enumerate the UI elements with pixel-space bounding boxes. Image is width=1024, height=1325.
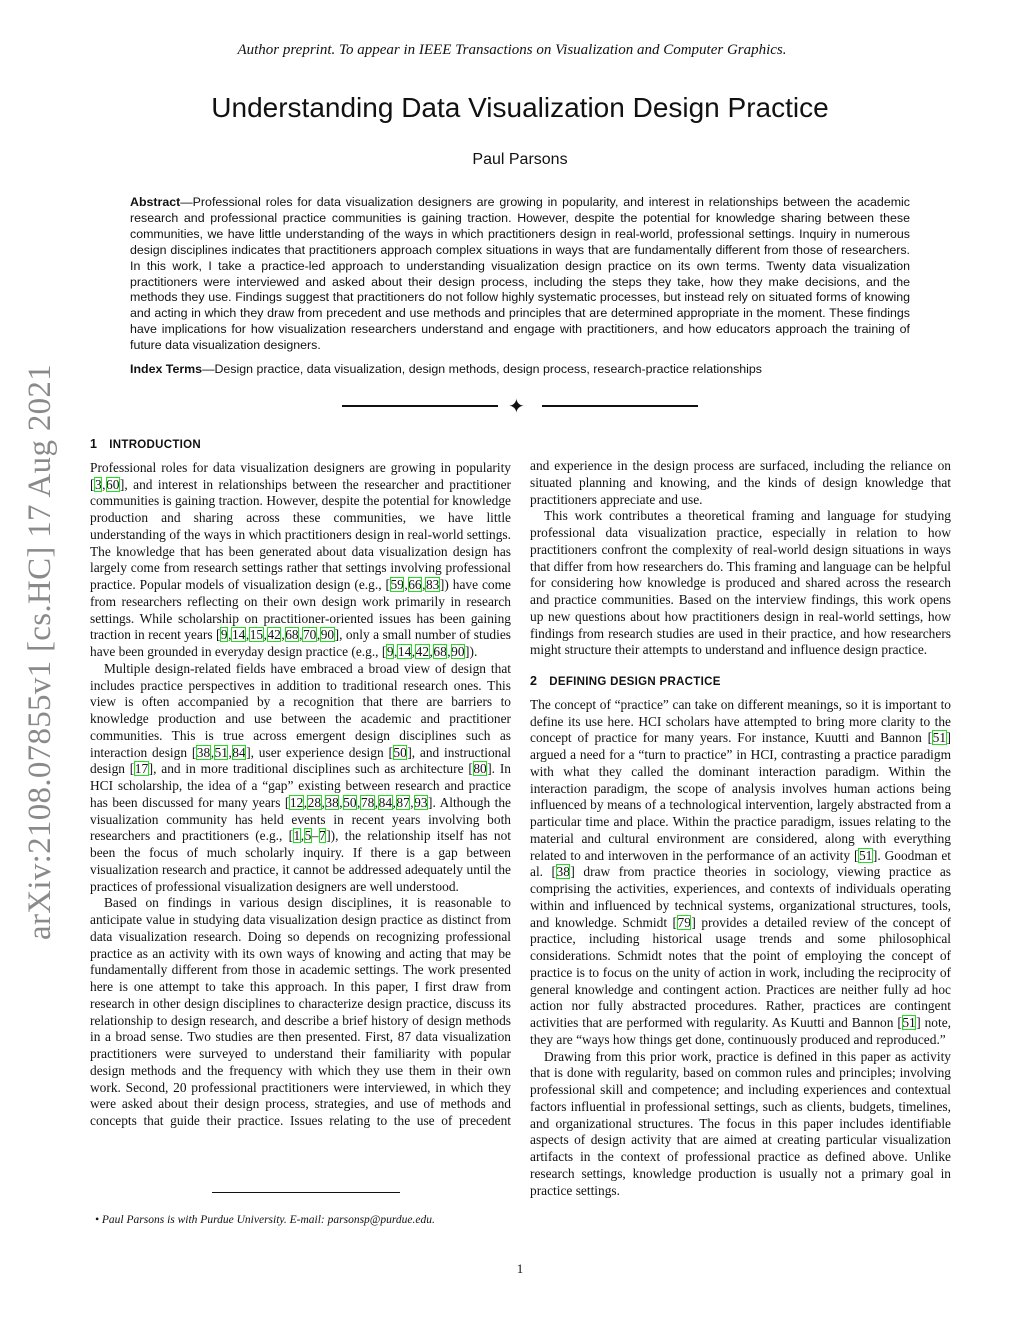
citation-link[interactable]: 38 [196,744,211,760]
citation-link[interactable]: 50 [343,794,357,810]
index-terms-label: Index Terms [130,362,203,376]
star-icon: ✦ [508,396,525,418]
section-heading-defining-design-practice [530,673,951,691]
abstract [130,195,910,354]
citation-link[interactable]: 42 [267,627,281,643]
paragraph: Multiple design-related fields have embraced a broad view of design that includes practice perspectives in addition to traditional research ones. This view is often accompanied by a recognition that there are barriers to knowledge production and use between the academic and practitioner communities. This is true across emergent design disciplines such as interaction design [38,51,84], user experience design [50], and instructional design [17], and in more traditional disciplines such as architecture [80]. In HCI scholarship, the idea of a “gap” existing between research and practice has been discussed for many years [12,28,38,50,78,84,87,93]. Although the visualization community has held events in recent years involving both researchers and practitioners (e.g., [1,5–7]), the relationship itself has not been the focus of much scholarly inquiry. If there is a gap between visualization research and practice, it cannot be addressed adequately until the practices of professional visualization designers are well understood. [90,660,511,894]
right-column [530,458,951,1199]
citation-link[interactable]: 9 [220,627,228,643]
citation-link[interactable]: 66 [408,577,422,592]
left-column [90,436,511,1130]
paragraph: This work contributes a theoretical framing and language for studying professional data visualization practice, especially in relation to how practitioners confront the complexity of real-world design situations in ways that differ from how researchers do. This framing and language can be helpful for considering how knowledge is produced and shared across the research and practice communities. Based on the interview findings, this work opens up new questions about how practitioners design in real-world settings, how findings from research studies are used in their practice, and how researchers might structure their attempts to understand and influence design practice. [530,508,951,658]
citation-link[interactable]: 79 [677,914,691,930]
citation-link[interactable]: 78 [360,794,375,810]
abstract-text: —Professional roles for data visualization designers are growing in popularity, and interest in relationships between the academic research and professional practice communities is gaining traction. However, despite the potential for knowledge sharing between these communities, we have little understanding of the ways in which practitioners design in real-world, professional settings. Inquiry in numerous design disciplines indicates that practitioners approach complex situations in ways that are fundamentally different from those of researchers. In this work, I take a practice-led approach to understanding visualization design practice on its own terms. Twenty data visualization practitioners were interviewed and asked about their design process, including the steps they take, how they make decisions, and the methods they use. Findings suggest that practitioners do not follow highly systematic processes, but instead rely on situated forms of knowing and acting in which they draw from precedent and use methods and principles that are determined appropriate in the moment. These findings have implications for how visualization researchers understand and engage with practitioners, and how educators approach the training of future data visualization designers. [130,195,910,353]
citation-link[interactable]: 15 [249,627,264,643]
author-name: Paul Parsons [472,151,568,168]
citation-link[interactable]: 90 [451,644,465,659]
citation-link[interactable]: 60 [106,476,120,492]
arxiv-identifier: arXiv:2108.07855v1 [cs.HC] 17 Aug 2021 [22,363,58,940]
preprint-notice: Author preprint. To appear in IEEE Transactions on Visualization and Computer Graphics. [237,42,787,58]
abstract-label: Abstract [130,195,181,209]
citation-link[interactable]: 3 [94,476,102,492]
section-title: DEFINING DESIGN PRACTICE [549,676,721,688]
page-number: 1 [516,1261,524,1276]
paragraph: Drawing from this prior work, practice is defined in this paper as activity that is done with regularity, based on common rules and principles; involving professional skill and competence; and including experiences and contextual factors influential in professional settings, such as clients, budgets, timelines, and organizational structures. The focus in this paper includes identifiable aspects of design activity that are aimed at creating particular visualization artifacts in the context of professional practice as defined above. Unlike research settings, knowledge production is usually not a primary goal in practice settings. [530,1048,951,1198]
citation-link[interactable]: 83 [425,577,440,592]
section-title: INTRODUCTION [109,439,202,451]
citation-link[interactable]: 93 [414,794,428,810]
citation-link[interactable]: 51 [902,1015,916,1030]
citation-link[interactable]: 51 [858,847,873,863]
citation-link[interactable]: 14 [231,627,246,643]
footnote: • Paul Parsons is with Purdue University. E-mail: parsonsp@purdue.edu. [95,1214,435,1226]
citation-link[interactable]: 84 [378,794,393,810]
paper-title: Understanding Data Visualization Design Practice [211,92,829,123]
citation-link[interactable]: 28 [307,794,322,810]
citation-link[interactable]: 42 [415,644,430,659]
citation-link[interactable]: 17 [134,761,149,777]
section-divider [342,396,698,418]
index-terms-text: —Design practice, data visualization, design methods, design process, research-practice relationships [202,362,763,376]
citation-link[interactable]: 84 [232,744,246,760]
citation-link[interactable]: 70 [302,627,317,643]
citation-link[interactable]: 51 [214,744,228,760]
divider-line [542,405,698,407]
paragraph: Professional roles for data visualization designers are growing in popularity [3,60], and interest in relationships between the researcher and practitioner communities is gaining traction. However, despite the potential for knowledge production and sharing across these communities, we have little understanding of the ways in which practitioners design in real-world settings. The knowledge that has been generated about data visualization design has largely come from research settings rather that settings involving professional practice. Popular models of visualization design (e.g., [59,66,83]) have come from researchers reflecting on their own design work primarily in research settings. While scholarship on practitioner-oriented issues has been gaining traction in recent years [9,14,15,42,68,70,90], only a small number of studies have been grounded in everyday design practice (e.g., [9,14,42,68,90]). [90,459,511,659]
index-terms [130,362,910,378]
section-heading-introduction [90,436,511,454]
citation-link[interactable]: 38 [556,864,570,880]
citation-link[interactable]: 5 [304,828,312,844]
citation-link[interactable]: 1 [293,828,301,844]
citation-link[interactable]: 80 [473,761,487,777]
citation-link[interactable]: 12 [289,794,304,810]
citation-link[interactable]: 9 [386,644,394,659]
section-number: 1 [90,437,98,451]
citation-link[interactable]: 14 [397,644,412,659]
citation-link[interactable]: 87 [396,794,410,810]
citation-link[interactable]: 68 [433,644,447,659]
citation-link[interactable]: 68 [285,627,299,643]
citation-link[interactable]: 38 [325,794,339,810]
paragraph: and experience in the design process are surfaced, including the reliance on situated planning and knowing, and the kinds of design knowledge that practitioners appreciate and use. [530,458,951,507]
section-number: 2 [530,674,538,688]
citation-link[interactable]: 51 [932,730,947,746]
citation-link[interactable]: 90 [320,627,335,643]
divider-line [342,405,498,407]
footnote-rule [212,1192,400,1193]
citation-link[interactable]: 7 [319,828,326,844]
paragraph: Based on findings in various design disciplines, it is reasonable to anticipate value in studying data visualization design practice as distinct from data visualization research. Doing so depends on recognizing professional practice as an activity with its own ways of knowing and acting that may be fundamentally different from those in academic settings. The work presented here is one attempt to take this approach. In this paper, I first draw from research in other design disciplines to characterize design practice, discuss its relationship to design research, and describe a brief history of design methods in a broad sense. Two studies are then presented. First, 87 data visualization practitioners were surveyed to understand their familiarity with popular design methods and the frequency with which they use them in their own work. Second, 20 professional practitioners were interviewed, in which they were asked about their design process, strategies, and use of methods and concepts that guide their practice. Issues relating to the use of precedent [90,895,511,1128]
citation-link[interactable]: 50 [393,744,407,760]
paragraph: The concept of “practice” can take on different meanings, so it is important to define its use here. HCI scholars have attempted to bring more clarity to the concept of practice for many years. For instance, Kuutti and Bannon [51] argued a need for a “turn to practice” in HCI, contrasting a practice paradigm with what they called the dominant interaction paradigm. Within the interaction paradigm, the scope of analysis involves human actions being influenced by means of a technological intervention, largely abstracted from a particular time and place. Within the practice paradigm, issues relating to the material and cultural environment are considered, along with everything related to and interwoven in the performance of an activity [51]. Goodman et al. [38] draw from practice theories in sociology, viewing practice as comprising the activities, experiences, and contexts of individuals operating within and influenced by technical systems, organizational structures, tools, and knowledge. Schmidt [79] provides a detailed review of the concept of practice, including historical usage trends and some philosophical considerations. Schmidt notes that the point of employing the concept of practice is to focus on the unity of action in work, including the reciprocity of general knowledge and contingent action. Practices are neither fully ad hoc action nor fully abstracted procedures. Rather, practices are contingent activities that are performed with regularity. As Kuutti and Bannon [51] note, they are “ways how things get done, continuously produced and reproduced.” [530,696,951,1047]
citation-link[interactable]: 59 [390,577,404,592]
